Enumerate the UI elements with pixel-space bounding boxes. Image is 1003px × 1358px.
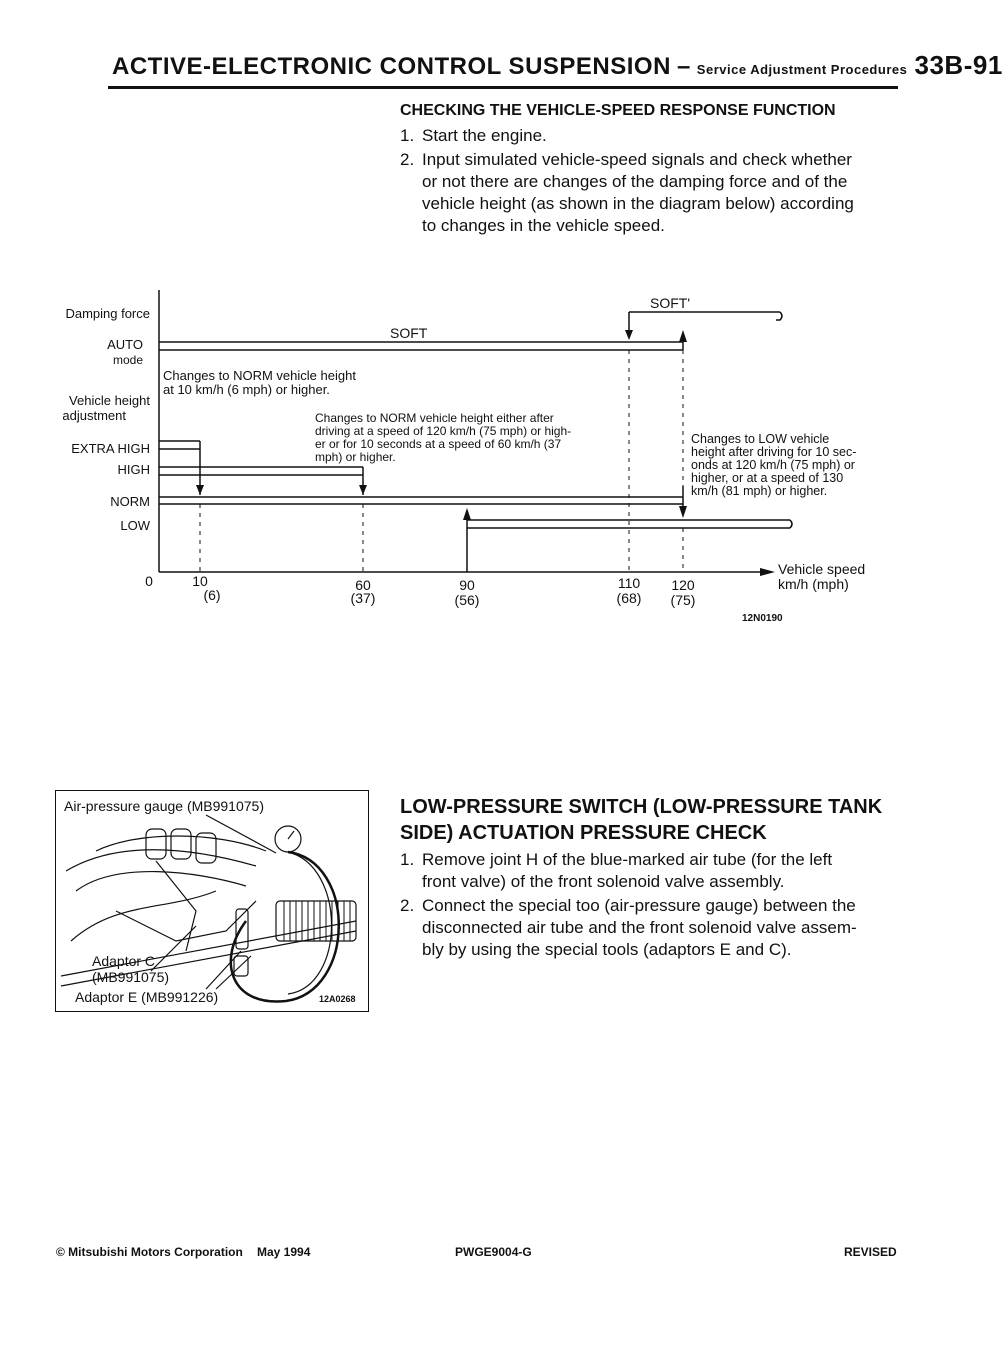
- note2-line: driving at a speed of 120 km/h (75 mph) or high-: [315, 424, 572, 438]
- note2-line: mph) or higher.: [315, 450, 396, 464]
- x-axis-arrow: [760, 568, 775, 576]
- note3-line: higher, or at a speed of 130: [691, 471, 844, 485]
- label-vehicle-height: Vehicle height: [69, 393, 150, 408]
- tick-label-mph: (75): [670, 592, 696, 608]
- soft-prime-label: SOFT': [650, 295, 691, 311]
- arrow-up-90: [463, 508, 471, 520]
- tick-label: 60: [355, 577, 371, 593]
- section2-title-line: LOW-PRESSURE SWITCH (LOW-PRESSURE TANK: [400, 796, 883, 818]
- tick-label: 120: [671, 577, 695, 593]
- tick-label-mph: (56): [454, 592, 480, 608]
- footer-doc-code: PWGE9004-G: [455, 1245, 532, 1259]
- note2-line: Changes to NORM vehicle height either after: [315, 411, 554, 425]
- arrow-down-110: [625, 330, 633, 340]
- label-damping-force: Damping force: [65, 306, 150, 321]
- note1-line: Changes to NORM vehicle height: [163, 368, 356, 383]
- arrow-up-120: [679, 330, 687, 342]
- tick-label-mph: (6): [203, 587, 221, 603]
- figure-code: 12N0190: [742, 613, 783, 624]
- step-text: Input simulated vehicle-speed signals and check whether: [422, 150, 852, 169]
- label-mode: mode: [112, 353, 143, 367]
- step-text: to changes in the vehicle speed.: [422, 216, 665, 235]
- step-number: 1.: [400, 126, 415, 145]
- speed-response-diagram: [0, 280, 960, 630]
- step-text: disconnected air tube and the front solenoid valve assem-: [422, 918, 857, 937]
- x-axis-label: Vehicle speed: [778, 561, 866, 577]
- label-low: LOW: [120, 518, 150, 533]
- label-adjustment: adjustment: [62, 408, 126, 423]
- arrow-down-60: [359, 485, 367, 495]
- footer-status: REVISED: [844, 1245, 897, 1259]
- section2-steps: [400, 848, 900, 968]
- page-number: 33B-91: [914, 50, 1003, 80]
- step-number: 2.: [400, 896, 415, 915]
- step-text: Remove joint H of the blue-marked air tube (for the left: [422, 850, 833, 869]
- tick-label-mph: (37): [350, 590, 376, 606]
- footer-date: May 1994: [257, 1245, 311, 1259]
- step-text: or not there are changes of the damping force and of the: [422, 172, 848, 191]
- step-text: Start the engine.: [422, 126, 547, 145]
- header-rule: [108, 86, 898, 89]
- air-pressure-gauge-figure: [55, 790, 369, 1012]
- note3-line: height after driving for 10 sec-: [691, 445, 857, 459]
- label-air-pressure-gauge: Air-pressure gauge (MB991075): [64, 798, 264, 814]
- section1-steps: [400, 124, 900, 234]
- tick-label: 10: [192, 573, 208, 589]
- label-adaptor-c-part: (MB991075): [92, 969, 170, 985]
- section2-title: [400, 794, 882, 846]
- section-title: ACTIVE-ELECTRONIC CONTROL SUSPENSION: [112, 53, 671, 80]
- note3-line: onds at 120 km/h (75 mph) or: [691, 458, 855, 472]
- header-subtitle: Service Adjustment Procedures: [696, 62, 908, 77]
- arrow-down-130: [679, 506, 687, 518]
- step-text: front valve) of the front solenoid valve assembly.: [422, 872, 785, 891]
- section1-title: CHECKING THE VEHICLE-SPEED RESPONSE FUNCTION: [400, 102, 836, 119]
- tick-label: 0: [145, 573, 153, 589]
- note3-line: km/h (81 mph) or higher.: [691, 484, 828, 498]
- note3-line: Changes to LOW vehicle: [691, 432, 830, 446]
- soft-label: SOFT: [390, 325, 428, 341]
- tick-label-mph: (68): [616, 590, 642, 606]
- low-break: [790, 520, 792, 528]
- tick-label: 110: [617, 575, 641, 591]
- soft-prime-break: [776, 312, 782, 320]
- label-extra-high: EXTRA HIGH: [71, 441, 150, 456]
- note1-line: at 10 km/h (6 mph) or higher.: [163, 382, 330, 397]
- label-auto: AUTO: [107, 337, 143, 352]
- step-text: bly by using the special tools (adaptors E and C).: [422, 940, 792, 959]
- note2-line: er or for 10 seconds at a speed of 60 km/h (37: [315, 437, 562, 451]
- label-norm: NORM: [110, 494, 150, 509]
- label-adaptor-e: Adaptor E (MB991226): [75, 989, 219, 1005]
- page-header: [112, 50, 1003, 81]
- step-number: 2.: [400, 150, 415, 169]
- step-text: Connect the special too (air-pressure gauge) between the: [422, 896, 856, 915]
- arrow-down-10: [196, 485, 204, 495]
- x-axis-label: km/h (mph): [778, 576, 849, 592]
- tick-label: 90: [459, 577, 475, 593]
- step-number: 1.: [400, 850, 415, 869]
- section2-title-line: SIDE) ACTUATION PRESSURE CHECK: [400, 822, 767, 844]
- label-adaptor-c: Adaptor C: [92, 953, 156, 969]
- figure2-code: 12A0268: [319, 994, 356, 1004]
- footer-copyright: © Mitsubishi Motors Corporation: [56, 1245, 243, 1259]
- header-separator: –: [676, 53, 691, 80]
- air-gauge-illustration: [56, 791, 367, 1010]
- step-text: vehicle height (as shown in the diagram below) according: [422, 194, 854, 213]
- label-high: HIGH: [117, 462, 150, 477]
